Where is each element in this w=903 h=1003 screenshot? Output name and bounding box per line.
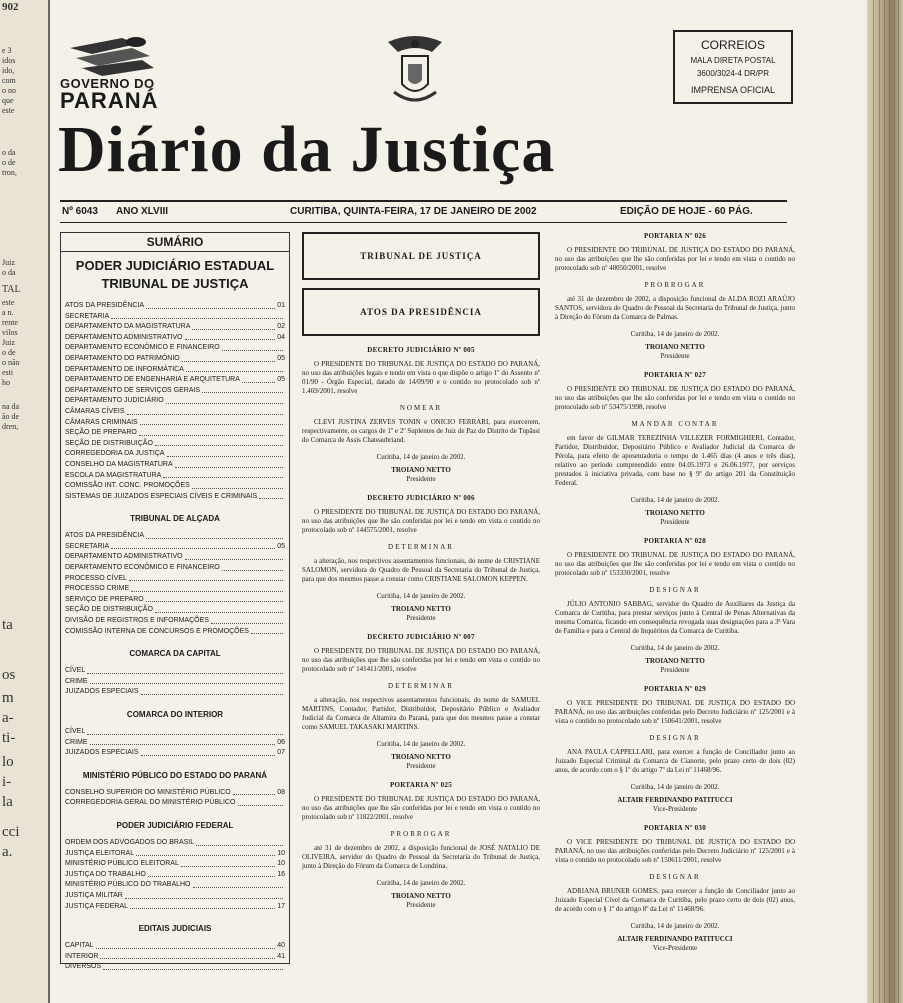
signature-role: Presidente (406, 475, 436, 483)
portaria-date: Curitiba, 14 de janeiro de 2002. (376, 879, 466, 887)
summary-entry (61, 418, 289, 429)
summary-entry-label: INTERIOR (65, 952, 99, 960)
prev-fragment: ta (2, 617, 13, 633)
signature-name: TROIANO NETTO (391, 605, 451, 613)
summary-leader-dots (166, 396, 283, 404)
decree-title: DECRETO JUDICIÁRIO Nº 006 (367, 494, 475, 502)
prev-fragment: Juiz (2, 258, 15, 267)
portaria-text: em favor de GILMAR TEREZINHA VILLEZER FORMIGHIERI, Contador, Partidor, Distribuidor, Depositário Público e Avaliador Judicial da Comarca de Pérola, para efeito de aposentadoria o tempo de 1.465 dias (4 anos e três dias), relativo ao período compreendido entre 04.05.1973 e 26.06.1977, por serviços prestados à iniciativa privada, com base no § 9º do artigo 201 da Constituição Federal. (555, 434, 795, 487)
prev-fragment: la (2, 794, 13, 810)
summary-leader-dots (251, 627, 283, 635)
header-rule (60, 200, 787, 202)
summary-leader-dots (185, 333, 276, 341)
decree-text: a alteração, nos respectivos assentamentos funcionais, do nome de CRISTIANE SALOMON, servidora do Quadro de Pessoal da Secretaria do Tribunal de Justiça, para que dos mesmos passe a constar como CRISTIANE SALOMON KEPPEN. (302, 557, 540, 583)
prev-fragment: vilos (2, 328, 18, 337)
summary-entry (61, 738, 289, 749)
prev-fragment: esti (2, 368, 14, 377)
summary-leader-dots (141, 687, 283, 695)
summary-entry (61, 849, 289, 860)
summary-entry-page: 10 (277, 860, 285, 868)
summary-leader-dots (185, 552, 283, 560)
summary-leader-dots (141, 748, 276, 756)
prev-fragment: a n. (2, 308, 14, 317)
portaria-keyword: PRORROGAR (390, 830, 452, 838)
summary-entry (61, 460, 289, 471)
summary-entry-label: DEPARTAMENTO ECONÔMICO E FINANCEIRO (65, 564, 220, 572)
issue-year: ANO XLVIII (116, 206, 169, 217)
summary-entry (61, 627, 289, 638)
portaria-preamble: O PRESIDENTE DO TRIBUNAL DE JUSTIÇA DO ESTADO DO PARANÁ, no uso das atribuições que lhe são conferidas por lei e tendo em vista o contido no protocolado sob nº 11822/2001, resolve (302, 795, 540, 821)
signature-role: Vice-Presidente (652, 805, 698, 813)
summary-box (60, 232, 290, 971)
state-coat-of-arms (384, 32, 446, 112)
summary-entry-label: DEPARTAMENTO DE SERVIÇOS GERAIS (65, 386, 201, 394)
portaria-date: Curitiba, 14 de janeiro de 2002. (630, 922, 720, 930)
summary-leader-dots (131, 584, 283, 592)
summary-entry-label: CRIME (65, 738, 88, 746)
summary-leader-dots (100, 952, 275, 960)
summary-entry (61, 870, 289, 881)
summary-entry-label: DEPARTAMENTO ADMINISTRATIVO (65, 553, 183, 561)
summary-entry-label: SISTEMAS DE JUIZADOS ESPECIAIS CÍVEIS E CRIMINAIS (65, 492, 258, 500)
summary-entry-label: CÂMARAS CRIMINAIS (65, 418, 138, 426)
portaria-preamble: O PRESIDENTE DO TRIBUNAL DE JUSTIÇA DO ESTADO DO PARANÁ, no uso das atribuições que lhe são conferidas por lei e tendo em vista o contido no protocolado sob nº 153330/2001, resolve (555, 551, 795, 577)
summary-leader-dots (186, 365, 283, 373)
summary-entry-label: ATOS DA PRESIDÊNCIA (65, 302, 145, 309)
summary-leader-dots (192, 322, 275, 330)
summary-leader-dots (148, 870, 275, 878)
signature-role: Presidente (406, 614, 436, 622)
portaria-keyword: DESIGNAR (649, 873, 701, 881)
decree-title: DECRETO JUDICIÁRIO Nº 007 (367, 633, 475, 641)
prev-fragment: rente (2, 318, 18, 327)
summary-entry (61, 428, 289, 439)
summary-entry-label: DEPARTAMENTO DO PATRIMÔNIO (65, 354, 180, 362)
masthead-title: Diário da Justiça (58, 113, 556, 186)
summary-leader-dots (90, 677, 283, 685)
summary-leader-dots (129, 574, 283, 582)
summary-entry (61, 788, 289, 799)
summary-subheading: MINISTÉRIO PÚBLICO DO ESTADO DO PARANÁ (82, 770, 268, 780)
summary-leader-dots (259, 492, 283, 500)
summary-leader-dots (127, 407, 283, 415)
signature-name: TROIANO NETTO (645, 657, 705, 665)
summary-entry-label: COMISSÃO INTERNA DE CONCURSOS E PROMOÇÕES (65, 627, 249, 635)
portaria-text: JÚLIO ANTONIO SABBAG, servidor do Quadro de Auxiliares da Justiça da Comarca de Curitiba, para prestar serviços junto à Central de Penas Alternativas da mesma Comarca, ficando em consequência revogada suas designações para a 3ª Vara de Família e para a Central de Inquéritos da Comarca de Curitiba. (555, 600, 795, 635)
signature-role: Presidente (660, 518, 690, 526)
summary-entry-label: DEPARTAMENTO ECONÔMICO E FINANCEIRO (65, 344, 220, 352)
correios-mail-box (673, 30, 793, 104)
summary-entry-page: 05 (277, 542, 285, 550)
summary-entry (61, 677, 289, 688)
summary-entry-label: CONSELHO DA MAGISTRATURA (65, 460, 173, 468)
summary-leader-dots (196, 838, 283, 846)
signature-name: ALTAIR FERDINANDO PATITUCCI (617, 935, 733, 943)
summary-leader-dots (96, 941, 276, 949)
correios-label: CORREIOS (700, 38, 765, 52)
portaria-preamble: O PRESIDENTE DO TRIBUNAL DE JUSTIÇA DO ESTADO DO PARANÁ, no uso das atribuições que lhe são conferidas por lei e tendo em vista o contido no protocolado sob nº 53475/1998, resolve (555, 385, 795, 411)
summary-entry (61, 616, 289, 627)
summary-entry (61, 748, 289, 759)
summary-entry (61, 439, 289, 450)
summary-entry (61, 941, 289, 952)
portaria-title: PORTARIA Nº 029 (643, 685, 707, 693)
summary-leader-dots (146, 531, 283, 539)
prev-fragment: com (2, 76, 16, 85)
summary-entry-label: SERVIÇO DE PREPARO (65, 595, 144, 603)
summary-entry-label: JUSTIÇA ELEITORAL (65, 849, 135, 857)
signature-role: Presidente (406, 762, 436, 770)
summary-leader-dots (163, 471, 283, 479)
summary-entry-label: DIVISÃO DE REGISTROS E INFORMAÇÕES (65, 617, 209, 625)
summary-entry (61, 880, 289, 891)
portaria-date: Curitiba, 14 de janeiro de 2002. (630, 496, 720, 504)
summary-entry-page: 10 (277, 849, 285, 857)
portaria-title: PORTARIA Nº 026 (643, 232, 707, 240)
signature-name: TROIANO NETTO (645, 343, 705, 351)
portaria-title: PORTARIA Nº 030 (643, 824, 707, 832)
summary-heading: PODER JUDICIÁRIO ESTADUAL (75, 258, 275, 273)
summary-entry-label: CONSELHO SUPERIOR DO MINISTÉRIO PÚBLICO (65, 788, 231, 796)
summary-entry-label: DEPARTAMENTO ADMINISTRATIVO (65, 333, 183, 341)
summary-title: SUMÁRIO (61, 233, 289, 252)
portaria-text: ADRIANA BRUNER GOMES, para exercer a função de Conciliador junto ao Juizado Especial Cível da Comarca de Curitiba, pelo prazo certo de dois (02) anos, de acordo com o § 1º do artigo 8º da Lei nº 11468/96. (555, 887, 795, 913)
summary-leader-dots (130, 902, 275, 910)
summary-entry-page: 40 (277, 942, 285, 950)
portaria-date: Curitiba, 14 de janeiro de 2002. (630, 644, 720, 652)
portaria-preamble: O VICE PRESIDENTE DO TRIBUNAL DE JUSTIÇA DO ESTADO DO PARANÁ, no uso das atribuições conferidas pelo Decreto Judiciário nº 125/2001 e à vista o contido no protocolado sob nº 150641/2001, resolve (555, 699, 795, 725)
signature-name: TROIANO NETTO (391, 753, 451, 761)
section-box-atos: ATOS DA PRESIDÊNCIA (302, 288, 540, 336)
summary-entry (61, 396, 289, 407)
portaria-text: até 31 de dezembro de 2002, a disposição funcional de ALDA ROZI ARAÚJO SANTOS, servidora do Quadro de Pessoal da Secretaria do Tribunal de Justiça, junto à Direção do Fórum da Comarca de Palmas. (555, 295, 795, 321)
issue-edition: EDIÇÃO DE HOJE - 60 PÁG. (620, 206, 753, 217)
prev-fragment: ho (2, 378, 10, 387)
signature-role: Presidente (660, 352, 690, 360)
newspaper-page (50, 0, 867, 1003)
summary-entry-label: SECRETARIA (65, 542, 110, 550)
summary-subheading: COMARCA DO INTERIOR (126, 710, 224, 719)
prev-fragment: idos (2, 56, 16, 65)
summary-entry-label: JUSTIÇA DO TRABALHO (65, 870, 146, 878)
summary-entry-label: DEPARTAMENTO DE INFORMÁTICA (65, 365, 184, 373)
summary-leader-dots (222, 343, 283, 351)
prev-fragment: e 3 (2, 46, 12, 55)
summary-entry (61, 687, 289, 698)
summary-entry (61, 798, 289, 809)
issue-place-date: CURITIBA, QUINTA-FEIRA, 17 DE JANEIRO DE 2002 (290, 206, 537, 217)
summary-entry-label: ESCOLA DA MAGISTRATURA (65, 471, 162, 479)
summary-entry (61, 563, 289, 574)
summary-leader-dots (167, 449, 283, 457)
summary-entry (61, 343, 289, 354)
portaria-text: até 31 de dezembro de 2002, a disposição funcional de JOSÉ NATALIO DE OLIVEIRA, servidor do Quadro de Pessoal da Secretaria do Tribunal de Justiça, junto à Direção do Fórum da Comarca de Londrina. (302, 844, 540, 870)
logo-line2: PARANÁ (60, 88, 159, 113)
summary-entry-label: JUIZADOS ESPECIAIS (65, 688, 139, 696)
prev-fragment: ão de (2, 412, 20, 421)
summary-entry-label: CÂMARAS CÍVEIS (65, 407, 125, 415)
summary-entry (61, 365, 289, 376)
summary-entry-label: JUSTIÇA MILITAR (65, 891, 123, 899)
prev-fragment: este (2, 106, 15, 115)
prev-fragment: os (2, 667, 16, 683)
summary-entry (61, 471, 289, 482)
summary-leader-dots (111, 312, 283, 320)
portaria-title: PORTARIA Nº 028 (643, 537, 707, 545)
prev-fragment: o de (2, 158, 16, 167)
signature-name: TROIANO NETTO (391, 466, 451, 474)
portaria-date: Curitiba, 14 de janeiro de 2002. (630, 330, 720, 338)
summary-leader-dots (181, 859, 275, 867)
summary-entry-label: PROCESSO CÍVEL (65, 574, 127, 582)
summary-entry-label: DEPARTAMENTO DE ENGENHARIA E ARQUITETURA (65, 376, 240, 384)
summary-leader-dots (103, 962, 283, 970)
summary-leader-dots (233, 788, 276, 796)
signature-role: Vice-Presidente (652, 944, 698, 952)
mala-direta-label: MALA DIRETA POSTAL (690, 56, 776, 65)
summary-entry-page: 07 (277, 749, 285, 757)
portaria-title: PORTARIA Nº 025 (389, 781, 453, 789)
prev-fragment: TAL (2, 284, 21, 295)
summary-entry (61, 552, 289, 563)
header-rule (60, 222, 787, 223)
prev-fragment: ti- (2, 730, 16, 746)
decree-preamble: O PRESIDENTE DO TRIBUNAL DE JUSTIÇA DO ESTADO DO PARANÁ, no uso das atribuições que lhe são conferidas por lei e tendo em vista o contido no protocolado sob nº 144575/2001, resolve (302, 508, 540, 534)
summary-leader-dots (202, 386, 283, 394)
summary-entry-page: 05 (277, 376, 285, 384)
prev-fragment: o da (2, 268, 16, 277)
summary-entry (61, 492, 289, 503)
portaria-keyword: MANDAR CONTAR (631, 420, 719, 428)
portaria-title: PORTARIA Nº 027 (643, 371, 707, 379)
summary-entry-page: 16 (277, 870, 285, 878)
summary-entry (61, 407, 289, 418)
summary-leader-dots (155, 605, 283, 613)
summary-leader-dots (242, 375, 275, 383)
summary-entry-label: CORREGEDORIA DA JUSTIÇA (65, 450, 165, 458)
summary-entry-page: 17 (277, 902, 285, 910)
decree-date: Curitiba, 14 de janeiro de 2002. (376, 453, 466, 461)
summary-entry-page: 08 (277, 788, 285, 796)
summary-entry-label: MINISTÉRIO PÚBLICO ELEITORAL (65, 860, 179, 868)
summary-leader-dots (182, 354, 275, 362)
summary-entry (61, 962, 289, 973)
prev-fragment: Juiz (2, 338, 15, 347)
summary-entry (61, 481, 289, 492)
portaria-keyword: DESIGNAR (649, 586, 701, 594)
summary-entry-label: JUIZADOS ESPECIAIS (65, 749, 139, 757)
decree-preamble: O PRESIDENTE DO TRIBUNAL DE JUSTIÇA DO ESTADO DO PARANÁ, no uso das atribuições legais e tendo em vista o que dispõe o artigo 1º do Assento nº 01/90 - Órgão Especial, datado de 14/09/90 e o contido no protocolado sob nº 1.469/2001, resolve (302, 360, 540, 395)
summary-entry-label: MINISTÉRIO PÚBLICO DO TRABALHO (65, 881, 191, 889)
summary-entry-label: CRIME (65, 677, 88, 685)
summary-entry-label: DIVERSOS (65, 963, 102, 971)
postal-code: 3600/3024-4 DR/PR (696, 69, 770, 78)
prev-fragment: o não (2, 358, 20, 367)
summary-entry (61, 902, 289, 913)
summary-entry (61, 666, 289, 677)
summary-entry (61, 322, 289, 333)
prev-fragment: que (2, 96, 14, 105)
summary-entry (61, 449, 289, 460)
summary-entry-label: DEPARTAMENTO DA MAGISTRATURA (65, 323, 191, 331)
portaria-preamble: O PRESIDENTE DO TRIBUNAL DE JUSTIÇA DO ESTADO DO PARANÁ, no uso das atribuições que lhe são conferidas por lei e tendo em vista o contido no protocolado sob nº 48050/2001, resolve (555, 246, 795, 272)
decree-keyword: DETERMINAR (388, 543, 454, 551)
summary-entry-page: 05 (277, 354, 285, 362)
summary-subheading: COMARCA DA CAPITAL (129, 649, 221, 659)
summary-subheading: PODER JUDICIÁRIO FEDERAL (116, 820, 234, 830)
decree-keyword: DETERMINAR (388, 682, 454, 690)
summary-entry (61, 531, 289, 542)
decree-text: CLEVI JUSTINA ZERVES TONIN e ONICIO FERRARI, para exercerem, respectivamente, os cargos de 1º e 2º Suplentes de Juiz de Paz do Distrito de Tupãssi do Comarca de Assis Chateaubriand. (302, 418, 540, 444)
decree-title: DECRETO JUDICIÁRIO Nº 005 (367, 346, 475, 354)
summary-entry-label: ORDEM DOS ADVOGADOS DO BRASIL (65, 838, 195, 846)
summary-leader-dots (125, 891, 283, 899)
signature-name: TROIANO NETTO (391, 892, 451, 900)
summary-leader-dots (87, 727, 283, 735)
summary-entry-page: 41 (277, 952, 285, 960)
summary-leader-dots (139, 428, 283, 436)
summary-leader-dots (146, 301, 275, 309)
summary-entry-label: SEÇÃO DE DISTRIBUIÇÃO (65, 439, 153, 447)
summary-entry (61, 312, 289, 323)
summary-entry-page: 01 (277, 302, 285, 309)
summary-entry (61, 727, 289, 738)
summary-entry (61, 891, 289, 902)
summary-entry (61, 375, 289, 386)
summary-leader-dots (211, 616, 283, 624)
summary-entry-label: CÍVEL (65, 667, 86, 675)
summary-leader-dots (192, 481, 283, 489)
summary-entry-label: CAPITAL (65, 942, 94, 950)
summary-leader-dots (155, 439, 283, 447)
prev-fragment: dren, (2, 422, 19, 431)
prev-fragment: m (2, 690, 14, 706)
summary-entry (61, 584, 289, 595)
decree-keyword: NOMEAR (399, 404, 443, 412)
summary-leader-dots (90, 738, 276, 746)
previous-page-edge (0, 0, 50, 1003)
right-column (555, 232, 795, 953)
prev-fragment: lo (2, 754, 14, 770)
decree-date: Curitiba, 14 de janeiro de 2002. (376, 592, 466, 600)
portaria-preamble: O VICE PRESIDENTE DO TRIBUNAL DE JUSTIÇA DO ESTADO DO PARANÁ, no uso das atribuições conferidas pelo Decreto Judiciário nº 125/2001 e à vista o contido no protocolado sob nº 150611/2001, resolve (555, 838, 795, 864)
summary-leader-dots (175, 460, 283, 468)
prev-fragment: o no (2, 86, 16, 95)
decree-date: Curitiba, 14 de janeiro de 2002. (376, 740, 466, 748)
summary-entry-label: CÍVEL (65, 728, 86, 735)
issue-number: Nº 6043 (62, 206, 98, 217)
summary-entry-label: CORREGEDORIA GERAL DO MINISTÉRIO PÚBLICO (65, 799, 236, 807)
portaria-text: ANA PAULA CAPPELLARI, para exercer a função de Conciliador junto ao Juizado Especial Criminal da Comarca de Cianorte, pelo prazo certo de dois (02) anos, de acordo com o § 1º do artigo 7º da Lei nº 11468/96. (555, 748, 795, 774)
summary-leader-dots (238, 798, 284, 806)
summary-entry-label: SEÇÃO DE DISTRIBUIÇÃO (65, 606, 153, 614)
summary-leader-dots (140, 418, 283, 426)
summary-entry (61, 595, 289, 606)
summary-leader-dots (193, 880, 283, 888)
signature-name: TROIANO NETTO (645, 509, 705, 517)
summary-entry (61, 386, 289, 397)
decree-preamble: O PRESIDENTE DO TRIBUNAL DE JUSTIÇA DO ESTADO DO PARANÁ, no uso das atribuições que lhe são conferidas por lei e tendo em vista o contido no protocolado sob nº 141411/2001, resolve (302, 647, 540, 673)
summary-leader-dots (136, 849, 275, 857)
summary-entry (61, 952, 289, 963)
prev-fragment: cci (2, 824, 20, 840)
prev-fragment: 902 (2, 1, 19, 13)
signature-name: ALTAIR FERDINANDO PATITUCCI (617, 796, 733, 804)
prev-fragment: i- (2, 774, 12, 790)
signature-role: Presidente (660, 666, 690, 674)
portaria-date: Curitiba, 14 de janeiro de 2002. (630, 783, 720, 791)
summary-leader-dots (146, 595, 283, 603)
summary-entry-page: 06 (277, 738, 285, 746)
summary-entry-label: SECRETARIA (65, 312, 110, 320)
summary-entry-label: JUSTIÇA FEDERAL (65, 902, 129, 910)
summary-entry-page: 02 (277, 323, 285, 331)
prev-fragment: este (2, 298, 15, 307)
summary-entry (61, 354, 289, 365)
summary-entry (61, 605, 289, 616)
portaria-keyword: DESIGNAR (649, 734, 701, 742)
imprensa-oficial-label: IMPRENSA OFICIAL (690, 85, 776, 95)
book-binding-edge (867, 0, 903, 1003)
summary-entry-label: SEÇÃO DE PREPARO (65, 429, 137, 437)
prev-fragment: na da (2, 402, 20, 411)
middle-column (302, 232, 540, 910)
prev-fragment: a- (2, 710, 14, 726)
summary-entry-label: ATOS DA PRESIDÊNCIA (65, 532, 145, 540)
summary-entry-label: DEPARTAMENTO JUDICIÁRIO (65, 397, 164, 405)
summary-entry-page: 04 (277, 333, 285, 341)
summary-entry (61, 859, 289, 870)
portaria-keyword: PRORROGAR (644, 281, 706, 289)
summary-entry (61, 301, 289, 312)
decree-text: a alteração, nos respectivos assentamentos funcionais, do nome de SAMUEL MARTINS, Contador, Partidor, Distribuidor, Depositário Público e Avaliador Judicial da Comarca de Altamira do Paraná, para que dos mesmos passe a constar como SAMUEL TAKASAKI MARTINS. (302, 696, 540, 731)
logo-line1: GOVERNO DO (60, 76, 155, 91)
summary-leader-dots (87, 666, 283, 674)
summary-subheading: TRIBUNAL DE ALÇADA (130, 514, 220, 524)
prev-fragment: tron, (2, 168, 17, 177)
prev-fragment: o de (2, 348, 16, 357)
summary-leader-dots (222, 563, 283, 571)
summary-entry (61, 574, 289, 585)
summary-entry (61, 838, 289, 849)
summary-entry-label: PROCESSO CRIME (65, 585, 130, 593)
summary-entry (61, 333, 289, 344)
summary-entry-label: COMISSÃO INT. CONC. PROMOÇÕES (65, 482, 190, 490)
prev-fragment: a. (2, 844, 13, 860)
prev-fragment: o da (2, 148, 16, 157)
summary-entry (61, 542, 289, 553)
summary-leader-dots (111, 542, 275, 550)
summary-heading: TRIBUNAL DE JUSTIÇA (101, 276, 249, 291)
summary-subheading: EDITAIS JUDICIAIS (138, 924, 212, 934)
section-box-tribunal: TRIBUNAL DE JUSTIÇA (302, 232, 540, 280)
prev-fragment: ido, (2, 66, 15, 75)
signature-role: Presidente (406, 901, 436, 909)
